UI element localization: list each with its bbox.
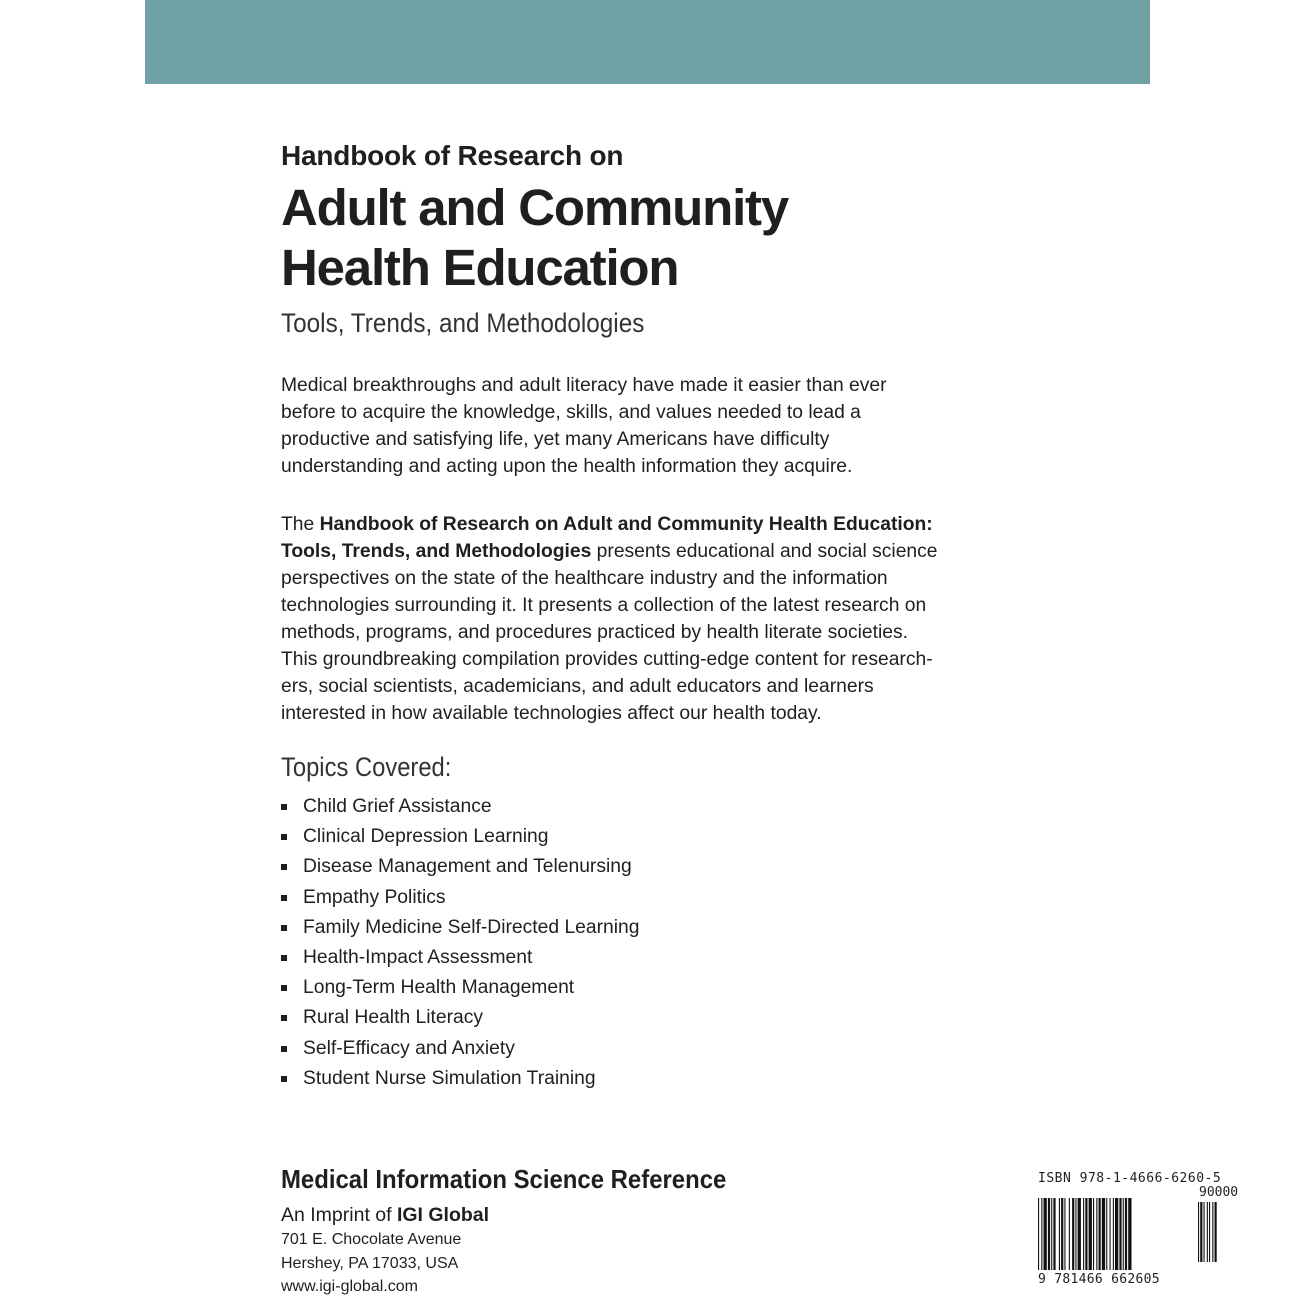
list-item (281, 822, 640, 852)
square-bullet-icon (281, 1015, 287, 1021)
imprint-name: Medical Information Science Reference (281, 1164, 727, 1194)
barcode-bar (1212, 1202, 1213, 1262)
square-bullet-icon (281, 955, 287, 961)
title-line-2: Health Education (281, 239, 679, 296)
paragraph-line: productive and satisfying life, yet many Americans have difficulty (281, 429, 830, 450)
barcode-bar (1125, 1198, 1127, 1270)
list-item (281, 1003, 640, 1033)
description-paragraph-2 (281, 511, 971, 727)
address-line-2: Hershey, PA 17033, USA (281, 1255, 459, 1272)
paragraph-line: methods, programs, and procedures practiced by health literate societies. (281, 622, 908, 643)
barcode-bar (1119, 1198, 1121, 1270)
list-item (281, 973, 640, 1003)
paragraph-line: technologies surrounding it. It presents a collection of the latest research on (281, 595, 927, 616)
barcode-bar (1123, 1198, 1124, 1270)
paragraph-line: interested in how available technologies affect our health today. (281, 703, 822, 724)
topic-label: Long-Term Health Management (303, 977, 575, 999)
topics-heading: Topics Covered: (281, 752, 452, 782)
barcode-bar (1053, 1198, 1055, 1270)
list-item (281, 943, 640, 973)
list-item (281, 792, 640, 822)
list-item (281, 883, 640, 913)
barcode-bar (1038, 1198, 1039, 1270)
publisher-website: www.igi-global.com (281, 1278, 418, 1295)
topic-label: Disease Management and Telenursing (303, 856, 632, 878)
list-item (281, 852, 640, 882)
barcode-bar (1061, 1198, 1063, 1270)
paragraph-line: This groundbreaking compilation provides cutting-edge content for research- (281, 649, 933, 670)
barcode-bar (1093, 1198, 1094, 1270)
barcode-bar (1075, 1198, 1076, 1270)
square-bullet-icon (281, 864, 287, 870)
barcode-bar (1096, 1198, 1097, 1270)
book-title (281, 178, 788, 298)
back-cover (145, 0, 1239, 1296)
square-bullet-icon (281, 1046, 287, 1052)
barcode-bar (1059, 1198, 1060, 1270)
barcode-bar (1198, 1202, 1199, 1262)
barcode-bar (1078, 1198, 1081, 1270)
imprint-prefix: An Imprint of (281, 1204, 397, 1226)
title-line-1: Adult and Community (281, 179, 788, 236)
square-bullet-icon (281, 925, 287, 931)
barcode-bar (1048, 1198, 1050, 1270)
barcode-bar (1044, 1198, 1047, 1270)
description-paragraph-1 (281, 372, 971, 480)
list-item (281, 913, 640, 943)
publisher-name: IGI Global (396, 1204, 490, 1226)
paragraph-line (281, 538, 971, 565)
topic-label: Health-Impact Assessment (303, 946, 533, 968)
book-subtitle: Tools, Trends, and Methodologies (281, 308, 645, 338)
paragraph-text: presents educational and social science (591, 541, 938, 562)
list-item (281, 1064, 640, 1094)
barcode-bar (1051, 1198, 1052, 1270)
topic-label: Rural Health Literacy (303, 1007, 484, 1029)
paragraph-line (281, 511, 971, 538)
series-title: Handbook of Research on (281, 140, 624, 171)
barcode-bar (1064, 1198, 1065, 1270)
barcode-bar (1072, 1198, 1074, 1270)
barcode-bar (1069, 1198, 1070, 1270)
barcode-bar (1200, 1202, 1202, 1262)
barcode-bar (1106, 1198, 1107, 1270)
topic-label: Student Nurse Simulation Training (303, 1067, 596, 1089)
imprint-line (281, 1204, 489, 1227)
square-bullet-icon (281, 834, 287, 840)
barcode-bar (1204, 1202, 1205, 1262)
square-bullet-icon (281, 804, 287, 810)
barcode-bar (1113, 1198, 1114, 1270)
list-item (281, 1034, 640, 1064)
barcode-bar (1115, 1198, 1118, 1270)
header-band (145, 0, 1150, 84)
topic-label: Empathy Politics (303, 886, 446, 908)
barcode-bar (1128, 1198, 1131, 1270)
square-bullet-icon (281, 985, 287, 991)
barcode-bar (1085, 1198, 1087, 1270)
square-bullet-icon (281, 895, 287, 901)
barcode-bar (1083, 1198, 1084, 1270)
barcode-bar (1099, 1198, 1101, 1270)
paragraph-lead: The (281, 514, 320, 535)
barcode-bar (1215, 1202, 1217, 1262)
paragraph-line: perspectives on the state of the healthcare industry and the information (281, 568, 888, 589)
paragraph-line: before to acquire the knowledge, skills, and values needed to lead a (281, 402, 861, 423)
barcode-bar (1207, 1202, 1208, 1262)
topic-label: Clinical Depression Learning (303, 826, 549, 848)
bold-title-part-2: Tools, Trends, and Methodologies (281, 541, 592, 562)
bold-title-part-1: Handbook of Research on Adult and Community Health Education: (319, 514, 933, 535)
paragraph-line: ers, social scientists, academicians, and adult educators and learners (281, 676, 874, 697)
topics-list (281, 792, 640, 1094)
barcode-bar (1110, 1198, 1111, 1270)
square-bullet-icon (281, 1076, 287, 1082)
price-code: 90000 (1199, 1185, 1239, 1200)
barcode-bar (1209, 1202, 1210, 1262)
paragraph-line: Medical breakthroughs and adult literacy have made it easier than ever (281, 375, 887, 396)
paragraph-line: understanding and acting upon the health information they acquire. (281, 456, 853, 477)
address-line-1: 701 E. Chocolate Avenue (281, 1231, 462, 1248)
isbn-text: ISBN 978-1-4666-6260-5 (1038, 1171, 1222, 1186)
barcode-bar (1102, 1198, 1105, 1270)
topic-label: Family Medicine Self-Directed Learning (303, 916, 640, 938)
barcode-bar (1041, 1198, 1042, 1270)
topic-label: Self-Efficacy and Anxiety (303, 1037, 515, 1059)
topic-label: Child Grief Assistance (303, 796, 492, 817)
barcode-bar (1089, 1198, 1092, 1270)
barcode-digits: 9 781466 662605 (1038, 1272, 1160, 1287)
